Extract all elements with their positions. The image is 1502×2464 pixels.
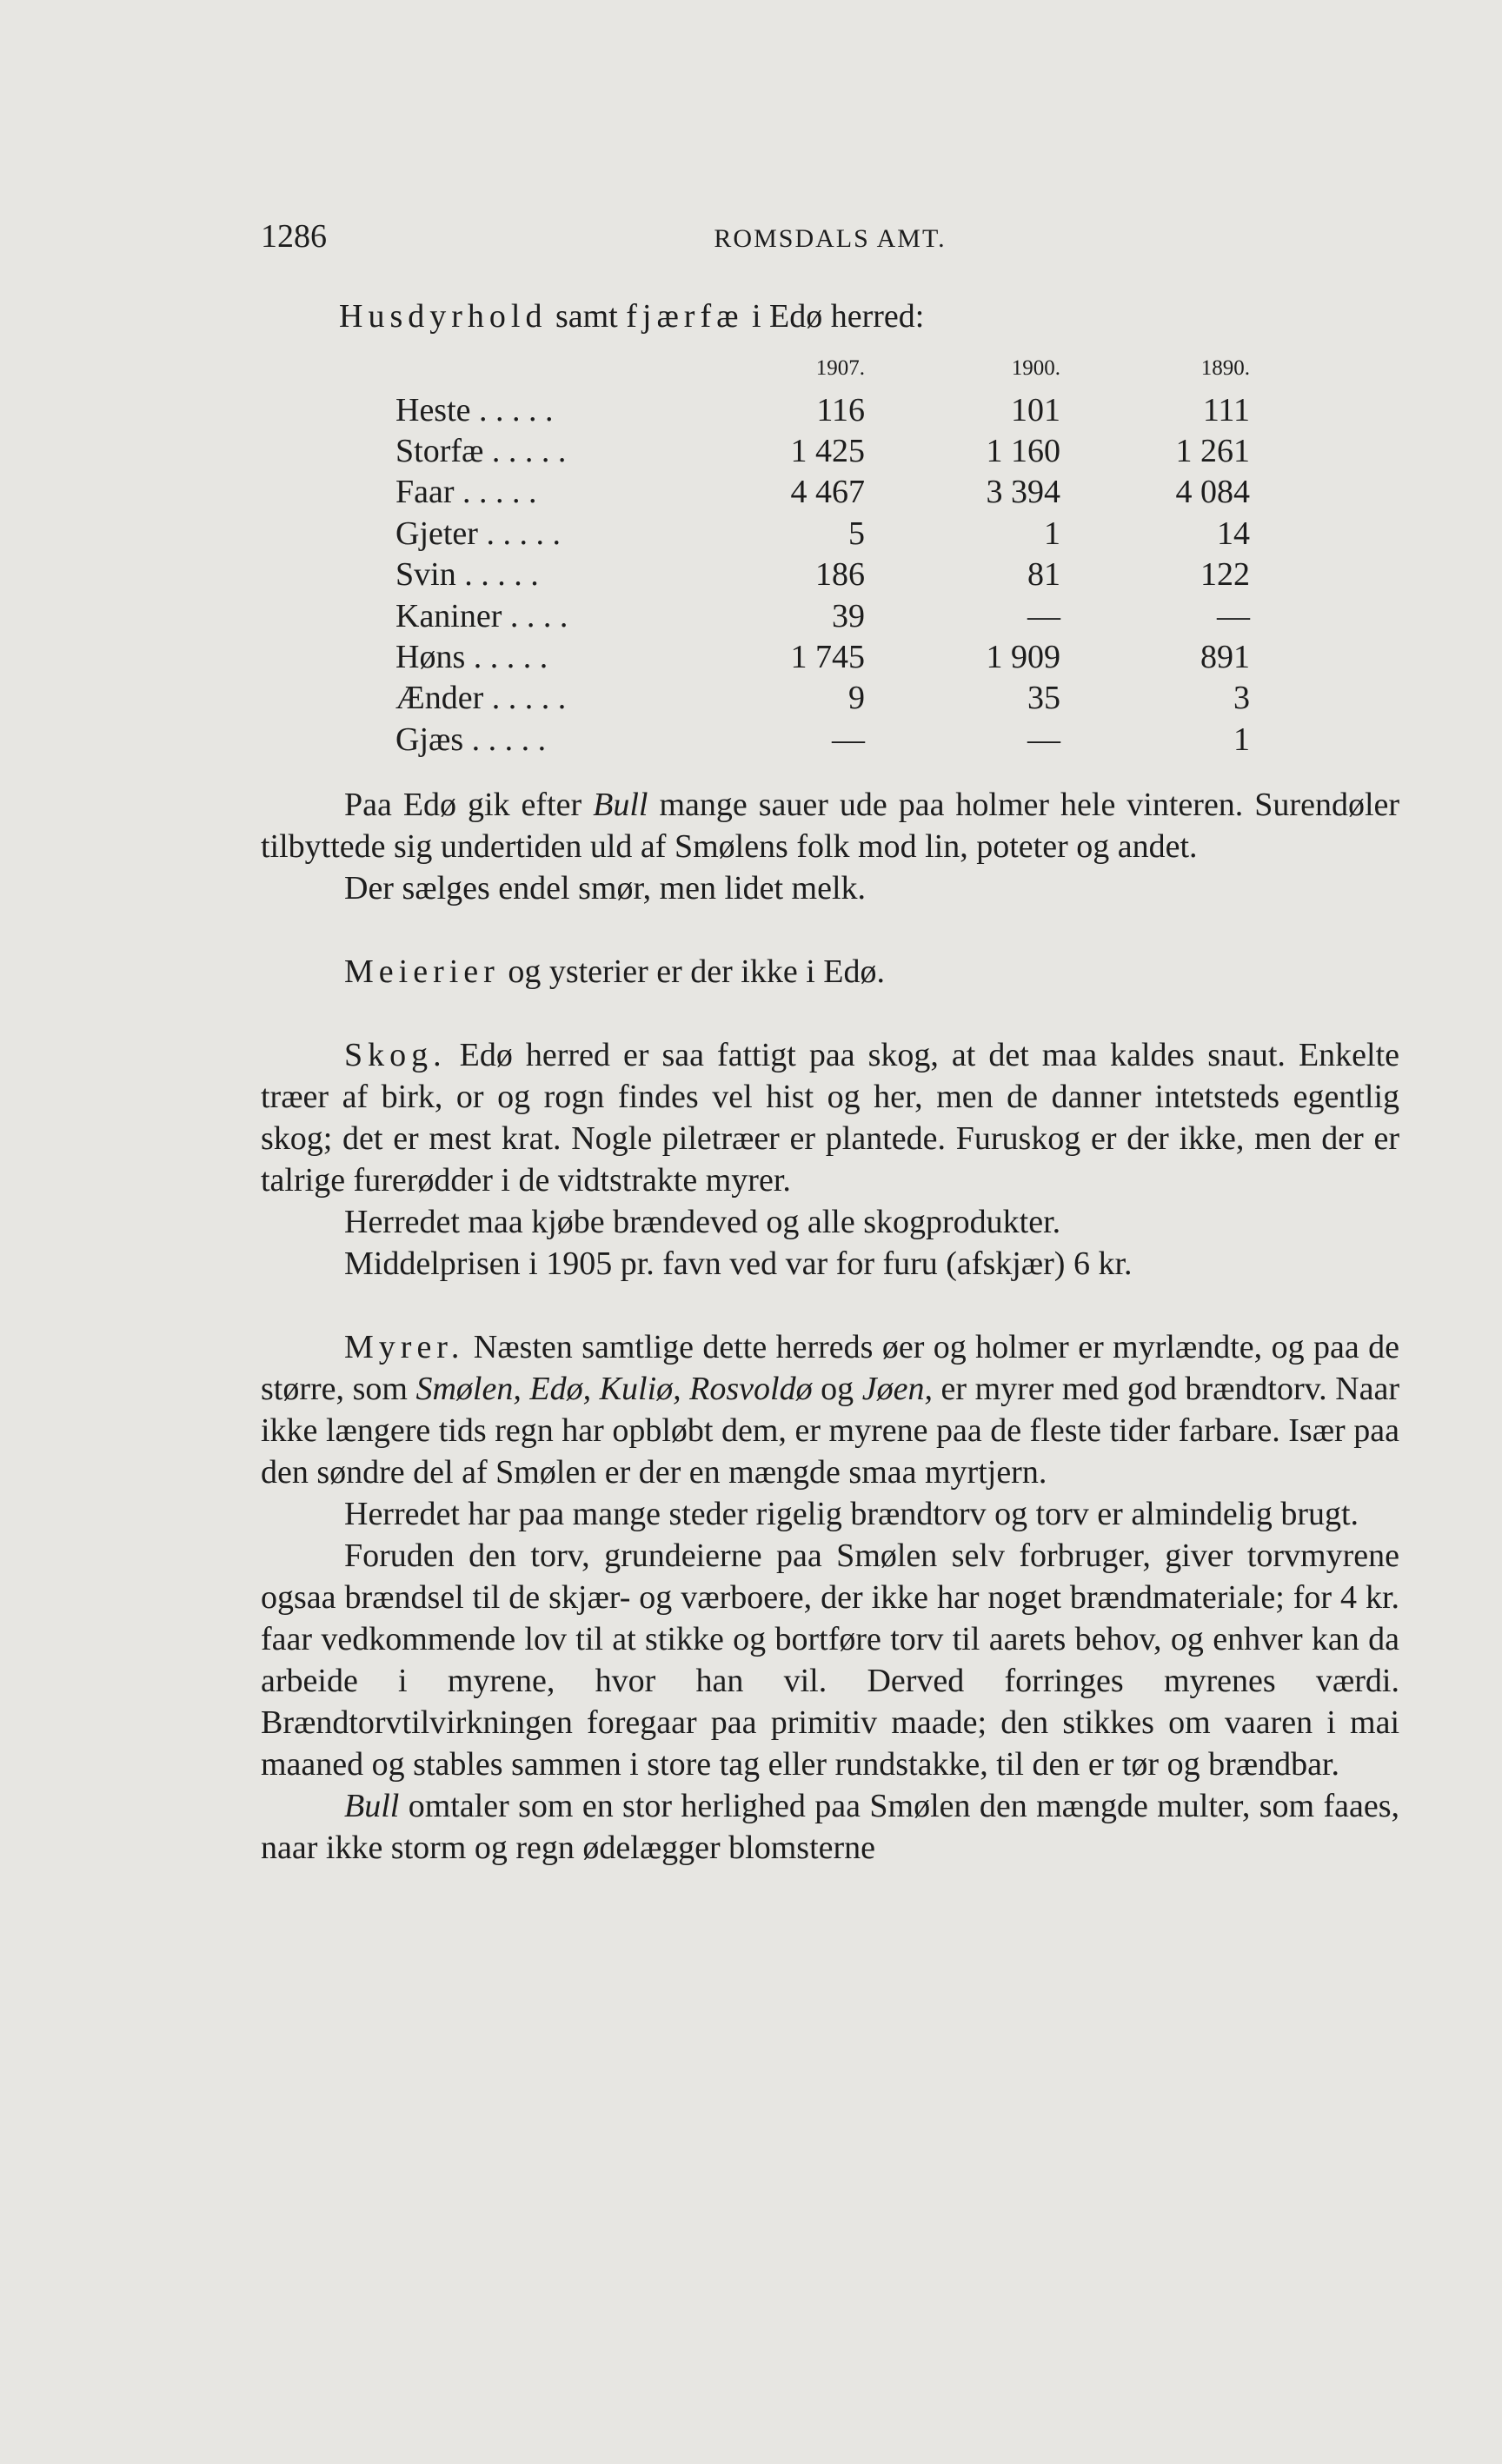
cell-1890: 14 — [1217, 515, 1250, 552]
cell-1907: 39 — [832, 597, 865, 634]
row-label: Ænder . . . . . — [395, 680, 567, 717]
author-name: Bull — [344, 1788, 400, 1824]
cell-1890: 122 — [1200, 556, 1250, 594]
cell-1890: 1 — [1233, 721, 1250, 758]
year-1907: 1907. — [815, 356, 865, 380]
paragraph-cloudberries — [261, 1785, 1399, 1869]
year-1890: 1890. — [1200, 356, 1250, 380]
cell-1907: 5 — [848, 515, 865, 552]
row-label: Svin . . . . . — [395, 556, 539, 594]
text-run: og ysterier er der ikke i Edø. — [508, 953, 885, 990]
cell-1907: 186 — [815, 556, 865, 594]
text-run: omtaler som en stor herlighed paa Smølen den mængde multer, som faaes, naar ikke storm og regn ødelægger blomsterne — [261, 1788, 1400, 1866]
table-header-row — [395, 356, 1250, 389]
paragraph-firewood: Herredet maa kjøbe brændeved og alle skogprodukter. — [344, 1204, 1061, 1240]
text-run: Paa Edø gik efter — [344, 787, 582, 823]
text-run: og — [821, 1371, 854, 1407]
paragraph-peat-use: Foruden den torv, grundeierne paa Smølen selv forbruger, giver torvmyrene ogsaa brændsel til de skjær- og værboere, der ikke har noget brændmateriale; for 4 kr. faar vedkommende lov til at stikke og bortføre torv til aarets behov, og enhver kan da arbeide i myrene, hvor han vil. Derved forringes myrenes værdi. Brændtorvtilvirkningen foregaar paa primitiv maade; den stikkes om vaaren i mai maaned og stables sammen i store tag eller rundstakke, til den er tør og brændbar. — [261, 1538, 1399, 1783]
text-run: mange sauer ude paa holmer hele vinteren. Surendøler tilbyttede sig undertiden uld af Smølens folk mod lin, poteter og andet. — [261, 787, 1400, 865]
cell-1890: 1 261 — [1175, 433, 1250, 470]
running-title: ROMSDALS AMT. — [714, 224, 947, 253]
cell-1900: — — [1027, 721, 1060, 758]
cell-1907: 9 — [848, 680, 865, 717]
table-title-word: samt — [555, 298, 618, 335]
table-title-spaced: Husdyrhold — [339, 298, 548, 335]
paragraph-bogs — [261, 1326, 1399, 1493]
cell-1900: — — [1027, 597, 1060, 634]
paragraph-peat: Herredet har paa mange steder rigelig brændtorv og torv er almindelig brugt. — [344, 1496, 1359, 1532]
table-row — [395, 678, 1250, 719]
row-label: Høns . . . . . — [395, 639, 548, 676]
livestock-table — [395, 356, 1250, 760]
cell-1900: 35 — [1027, 680, 1060, 717]
cell-1900: 3 394 — [986, 474, 1060, 511]
row-label: Gjeter . . . . . — [395, 515, 561, 552]
table-row — [395, 595, 1250, 636]
row-label: Kaniner . . . . — [395, 597, 568, 634]
cell-1907: 4 467 — [790, 474, 865, 511]
cell-1890: — — [1217, 597, 1250, 634]
cell-1907: 1 745 — [790, 639, 865, 676]
cell-1900: 1 909 — [986, 639, 1060, 676]
table-title-spaced-2: fjærfæ — [626, 298, 744, 335]
table-row — [395, 555, 1250, 595]
table-title-end: i Edø herred: — [751, 298, 925, 335]
table-title — [339, 297, 924, 335]
cell-1890: 4 084 — [1175, 474, 1250, 511]
year-1900: 1900. — [1011, 356, 1060, 380]
paragraph-bull-sheep — [261, 784, 1399, 867]
cell-1900: 101 — [1011, 391, 1060, 428]
paragraph-forest — [261, 1034, 1399, 1201]
cell-1900: 81 — [1027, 556, 1060, 594]
cell-1890: 111 — [1202, 391, 1250, 428]
author-name: Bull — [593, 787, 648, 823]
row-label: Heste . . . . . — [395, 391, 554, 428]
cell-1900: 1 — [1044, 515, 1060, 552]
cell-1900: 1 160 — [986, 433, 1060, 470]
row-label: Gjæs . . . . . — [395, 721, 547, 758]
table-row — [395, 430, 1250, 471]
place-names: Smølen, Edø, Kuliø, Rosvoldø — [415, 1371, 813, 1407]
table-row — [395, 719, 1250, 760]
cell-1890: 891 — [1200, 639, 1250, 676]
section-heading-forest: Skog. — [344, 1037, 447, 1073]
paragraph-dairies — [261, 951, 1399, 993]
cell-1890: 3 — [1233, 680, 1250, 717]
section-heading-dairies: Meierier — [344, 953, 500, 990]
table-row — [395, 389, 1250, 430]
cell-1907: 116 — [816, 391, 865, 428]
paragraph-price: Middelprisen i 1905 pr. favn ved var for furu (afskjær) 6 kr. — [344, 1245, 1133, 1282]
table-row — [395, 472, 1250, 513]
table-row — [395, 513, 1250, 554]
body-text — [261, 784, 1399, 1869]
page-number: 1286 — [261, 218, 327, 255]
text-run: er myrer med god brændtorv. Naar ikke længere tids regn har opbløbt dem, er myrene paa de fleste tider farbare. Især paa den søndre del af Smølen er der en mængde smaa myrtjern. — [261, 1371, 1400, 1491]
section-heading-bogs: Myrer. — [344, 1329, 465, 1365]
row-label: Storfæ . . . . . — [395, 433, 567, 470]
text-run: Næsten samtlige dette herreds øer og holmer er myrlændte, og paa de større, som — [261, 1329, 1399, 1407]
row-label: Faar . . . . . — [395, 474, 537, 511]
text-run: Edø herred er saa fattigt paa skog, at det maa kaldes snaut. Enkelte træer af birk, or og rogn findes vel hist og her, men de danner intetsteds egentlig skog; det er mest krat. Nogle piletræer er plantede. Furuskog er der ikke, men der er talrige furerødder i de vidtstrakte myrer. — [261, 1037, 1399, 1199]
page-header — [261, 217, 1399, 261]
cell-1907: 1 425 — [790, 433, 865, 470]
paragraph-butter: Der sælges endel smør, men lidet melk. — [344, 870, 867, 907]
table-row — [395, 636, 1250, 677]
cell-1907: — — [832, 721, 865, 758]
place-name: Jøen, — [861, 1371, 933, 1407]
table-header-label — [395, 356, 769, 389]
